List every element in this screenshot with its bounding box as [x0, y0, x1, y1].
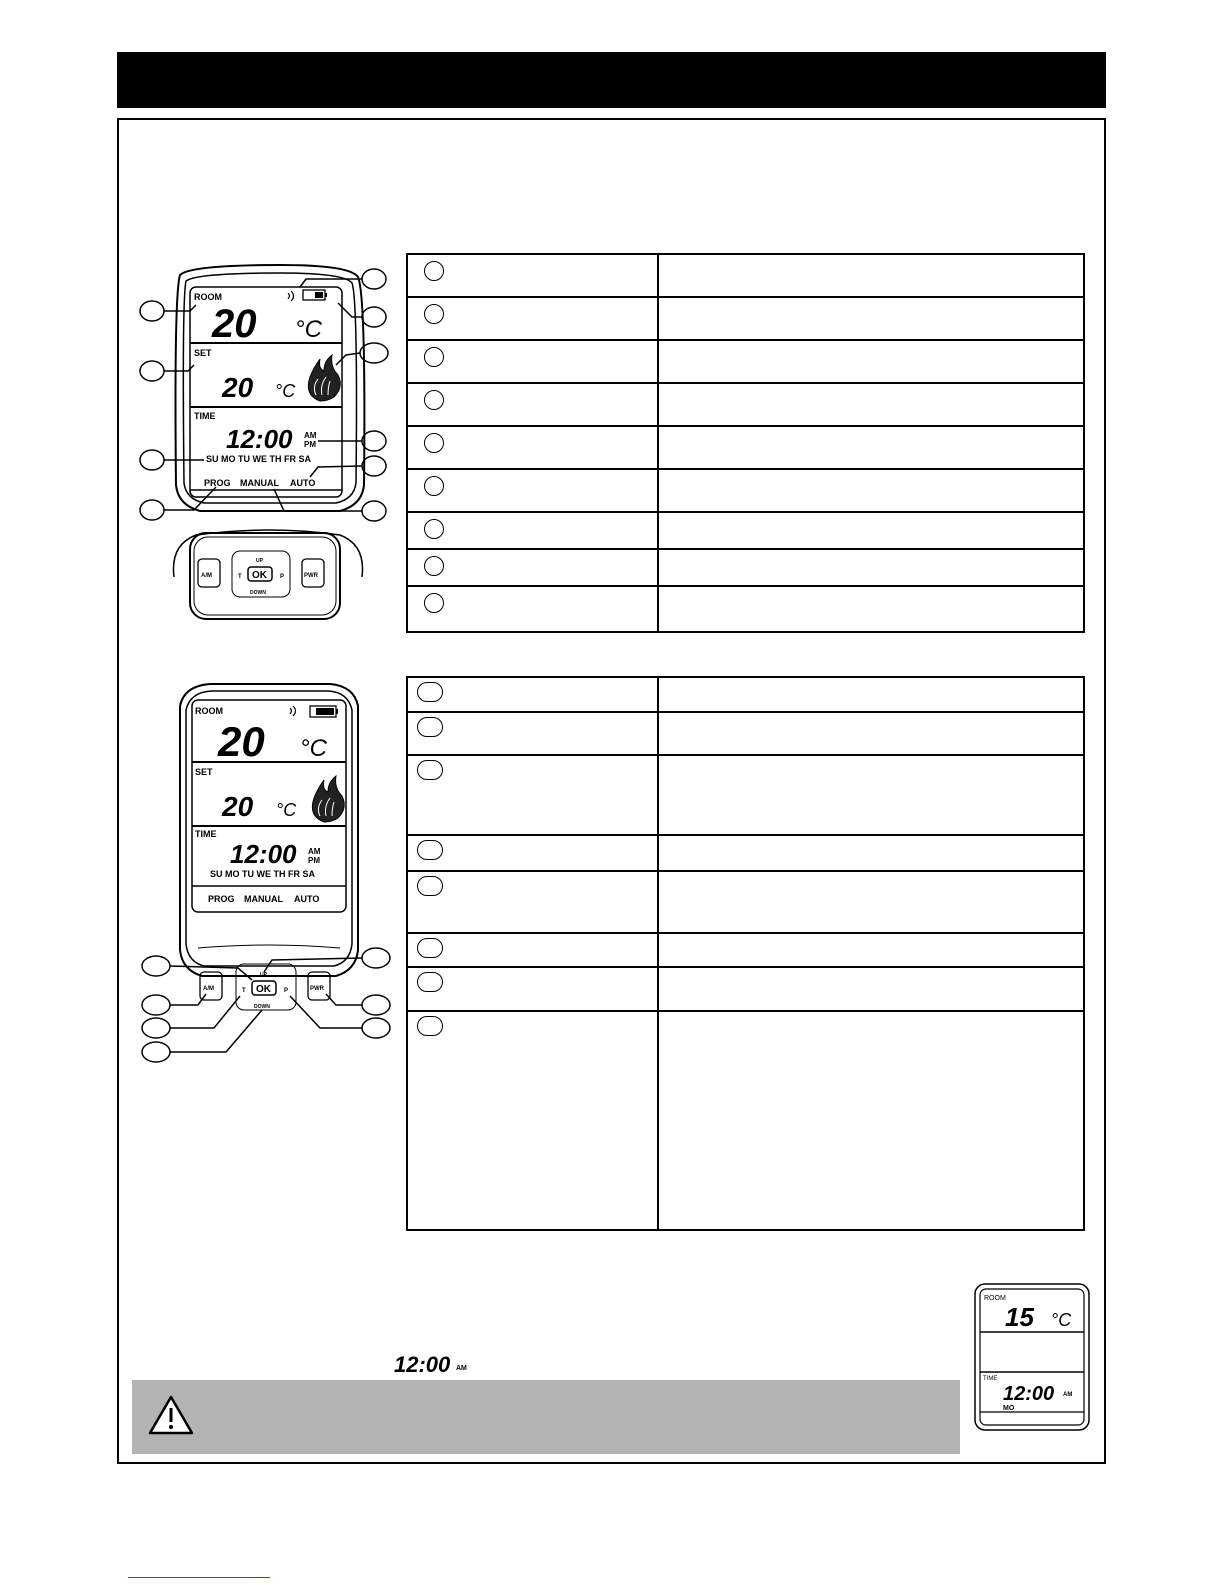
callout-marker — [424, 519, 444, 539]
callout-marker — [424, 556, 444, 576]
warning-box — [132, 1380, 960, 1454]
table-row — [408, 298, 1083, 341]
lcd2-mode-prog: PROG — [208, 894, 235, 904]
lcd-am: AM — [304, 431, 317, 440]
battery-icon — [303, 290, 327, 300]
keypad2-up[interactable]: UP — [260, 972, 267, 978]
callout-marker — [417, 938, 443, 958]
table-row — [408, 255, 1083, 298]
lcd-pm: PM — [304, 440, 316, 449]
footer-link-underline[interactable] — [128, 1577, 270, 1578]
flame-icon — [308, 355, 340, 401]
keypad-down[interactable]: DOWN — [250, 590, 266, 596]
small-day: MO — [1003, 1405, 1015, 1412]
table-row — [408, 836, 1083, 872]
lcd-room-label: ROOM — [194, 292, 222, 302]
small-unit: °C — [1051, 1310, 1072, 1330]
callout-marker — [417, 840, 443, 860]
lcd-mode-prog: PROG — [204, 478, 231, 488]
keypad-t[interactable]: T — [238, 574, 242, 580]
keypad-table — [406, 676, 1085, 1231]
small-time-label: TIME — [983, 1376, 998, 1382]
table-row — [408, 470, 1083, 513]
table-row — [408, 513, 1083, 550]
table-row — [408, 713, 1083, 756]
keypad-p[interactable]: P — [280, 574, 285, 580]
lcd2-set-label: SET — [195, 767, 213, 777]
small-temp: 15 — [1005, 1302, 1034, 1332]
table-row — [408, 550, 1083, 587]
table-row — [408, 678, 1083, 713]
table-row — [408, 968, 1083, 1012]
table-row — [408, 756, 1083, 836]
lcd2-set-unit: °C — [276, 800, 297, 820]
lcd2-am: AM — [308, 847, 321, 856]
lcd-days: SU MO TU WE TH FR SA — [206, 454, 311, 464]
lcd2-set-temp: 20 — [222, 791, 254, 822]
warning-icon — [148, 1394, 194, 1436]
keypad2-ok-button[interactable]: OK — [256, 984, 271, 995]
keypad-ok-button[interactable]: OK — [252, 570, 267, 581]
lcd-set-unit: °C — [275, 381, 296, 401]
small-lcd-display — [973, 1282, 1091, 1432]
lcd2-days: SU MO TU WE TH FR SA — [210, 869, 315, 879]
lcd2-mode-manual: MANUAL — [244, 894, 283, 904]
keypad-up[interactable]: UP — [256, 558, 263, 564]
lcd-set-label: SET — [194, 348, 212, 358]
header-bar — [117, 52, 1106, 108]
lcd2-room-label: ROOM — [195, 706, 223, 716]
display-table — [406, 253, 1085, 633]
lcd-time-label: TIME — [194, 411, 216, 421]
table-row — [408, 872, 1083, 934]
lcd2-room-unit: °C — [300, 735, 327, 762]
lcd-mode-auto: AUTO — [290, 478, 316, 488]
table-row — [408, 587, 1083, 631]
table-row — [408, 341, 1083, 384]
lcd-room-temp: 20 — [212, 302, 257, 346]
inline-time: 12:00 — [394, 1352, 451, 1376]
callout-marker — [417, 1016, 443, 1036]
keypad2-down[interactable]: DOWN — [254, 1004, 270, 1010]
small-am: AM — [1063, 1392, 1073, 1398]
keypad2-pwr-button[interactable]: PWR — [310, 986, 324, 992]
callout-marker — [424, 433, 444, 453]
callout-marker — [424, 593, 444, 613]
signal-icon — [288, 291, 294, 301]
table-row — [408, 1012, 1083, 1229]
keypad2-p[interactable]: P — [284, 988, 289, 994]
callout-marker — [424, 261, 444, 281]
keypad-pwr-button[interactable]: PWR — [304, 573, 318, 579]
signal-icon — [290, 706, 296, 716]
lcd-room-unit: °C — [295, 316, 322, 343]
lcd2-time: 12:00 — [230, 839, 297, 869]
lcd2-mode-auto: AUTO — [294, 894, 320, 904]
lcd2-time-label: TIME — [195, 829, 217, 839]
lcd2-room-temp: 20 — [218, 718, 265, 765]
callout-marker — [424, 476, 444, 496]
lcd-time: 12:00 — [226, 424, 293, 454]
table-row — [408, 427, 1083, 470]
battery-icon — [310, 706, 338, 717]
callout-marker — [417, 972, 443, 992]
callout-marker — [417, 682, 443, 702]
lcd2-pm: PM — [308, 856, 320, 865]
callout-marker — [417, 876, 443, 896]
keypad2-am-button[interactable]: A/M — [203, 986, 214, 992]
callout-marker — [424, 304, 444, 324]
callout-marker — [417, 760, 443, 780]
callout-marker — [417, 717, 443, 737]
display-diagram — [130, 255, 400, 645]
keypad2-t[interactable]: T — [242, 988, 246, 994]
keypad-diagram — [140, 680, 402, 1080]
keypad-am-button[interactable]: A/M — [201, 573, 212, 579]
table-row — [408, 934, 1083, 968]
inline-time-display — [392, 1350, 482, 1376]
table-row — [408, 384, 1083, 427]
callout-marker — [424, 390, 444, 410]
small-time: 12:00 — [1003, 1383, 1055, 1405]
inline-am: AM — [456, 1365, 467, 1372]
lcd-mode-manual: MANUAL — [240, 478, 279, 488]
flame-icon — [312, 776, 344, 822]
lcd-set-temp: 20 — [222, 372, 254, 403]
callout-marker — [424, 347, 444, 367]
small-room-label: ROOM — [984, 1295, 1006, 1302]
